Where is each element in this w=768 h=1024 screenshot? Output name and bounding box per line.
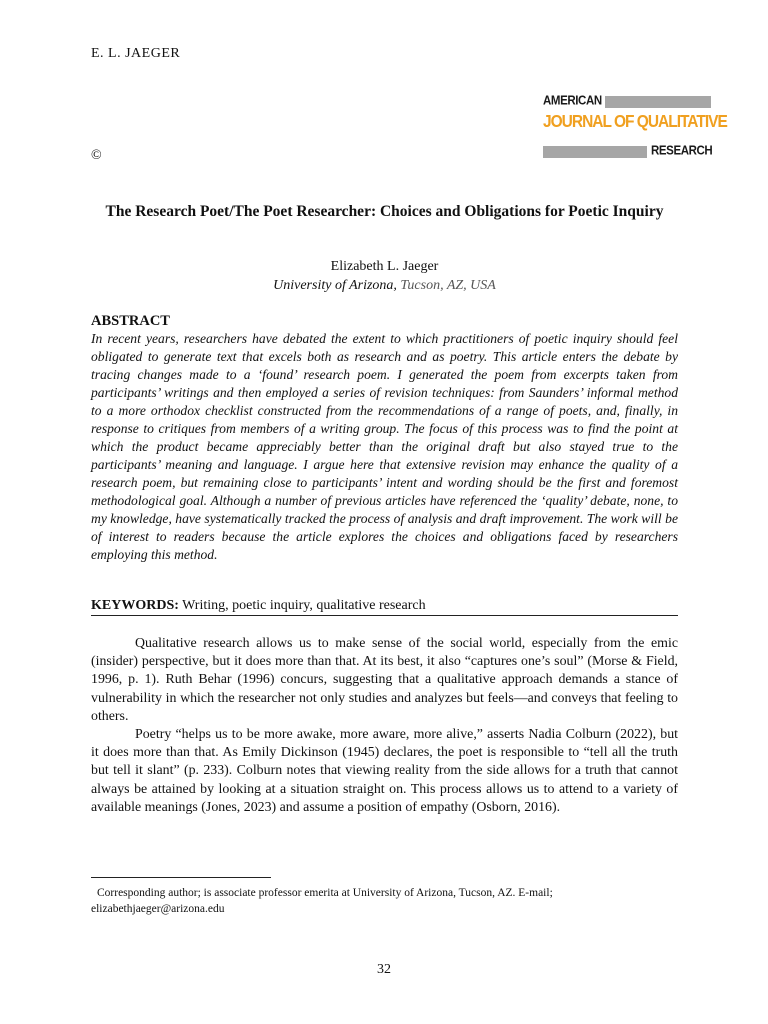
logo-line-journal: JOURNAL OF QUALITATIVE bbox=[543, 112, 727, 132]
article-title: The Research Poet/The Poet Researcher: Choices and Obligations for Poetic Inquiry bbox=[105, 203, 664, 220]
body-text bbox=[91, 635, 678, 817]
body-paragraph: Poetry “helps us to be more awake, more aware, more alive,” asserts Nadia Colburn (2022), but it does more than that. As Emily Dickinson (1945) declares, the poet is responsible to “tell all the truth but tell it slant” (p. 233). Colburn notes that viewing reality from the side allows for a truth that cannot always be attained by looking at a situation straight on. This process allows us to attend to a variety of available meanings (Jones, 2023) and assume a position of empathy (Osborn, 2016). bbox=[91, 727, 678, 815]
abstract-text: In recent years, researchers have debated the extent to which practitioners of poetic inquiry should feel obligated to generate text that excels both as research and as poetry. This article enters the debate by tracing changes made to a ‘found’ research poem. I generated the poem from excerpts taken from participants’ writings and then employed a series of revision techniques: from Saunders’ informal method to a more orthodox checklist constructed from the recommendations of a range of poets, and, finally, in response to critiques from members of a writing group. The focus of this process was to find the point at which the product became appreciably better than the original draft but also stayed true to the participants’ meaning and language. I argue here that extensive revision may enhance the quality of a research poem, but remaining close to participants’ intent and wording should be the first and foremost methodological goal. Although a number of previous articles have referenced the ‘quality’ debate, none, to my knowledge, have systematically tracked the process of analysis and draft improvement. The work will be of interest to readers because the article explores the choices and obligations faced by researchers employing this method. bbox=[91, 331, 678, 562]
author-affiliation bbox=[91, 278, 678, 294]
footnote-line-1: Corresponding author; is associate professor emerita at University of Arizona, Tucson, AZ. E-mail; bbox=[97, 887, 553, 899]
logo-line-american: AMERICAN bbox=[543, 94, 602, 108]
abstract-heading: ABSTRACT bbox=[91, 313, 170, 329]
logo-bar-top bbox=[605, 96, 711, 108]
page-number: 32 bbox=[377, 962, 391, 977]
affiliation-university: University of Arizona, bbox=[273, 278, 397, 293]
body-paragraph: Qualitative research allows us to make sense of the social world, especially from the emic (insider) perspective, but it does more than that. At its best, it also “captures one’s soul” (Morse & Field, 1996, p. 1). Ruth Behar (1996) concurs, suggesting that a qualitative approach demands a stance of vulnerability in which the researcher not only studies and analyzes but feels—and conveys that feeling to others. bbox=[91, 636, 678, 724]
keywords-line bbox=[91, 598, 678, 616]
running-head: E. L. JAEGER bbox=[91, 46, 181, 61]
author-name: Elizabeth L. Jaeger bbox=[330, 259, 439, 274]
footnote-rule bbox=[91, 877, 271, 878]
affiliation-location: Tucson, AZ, USA bbox=[400, 278, 496, 293]
footnote-email: elizabethjaeger@arizona.edu bbox=[91, 903, 225, 915]
journal-logo bbox=[543, 94, 727, 164]
footnote bbox=[91, 885, 678, 917]
logo-line-research: RESEARCH bbox=[651, 144, 713, 158]
keywords-label: KEYWORDS: bbox=[91, 598, 179, 613]
copyright-symbol: © bbox=[91, 148, 102, 163]
keywords-text: Writing, poetic inquiry, qualitative research bbox=[182, 598, 426, 613]
logo-bar-bottom bbox=[543, 146, 647, 158]
